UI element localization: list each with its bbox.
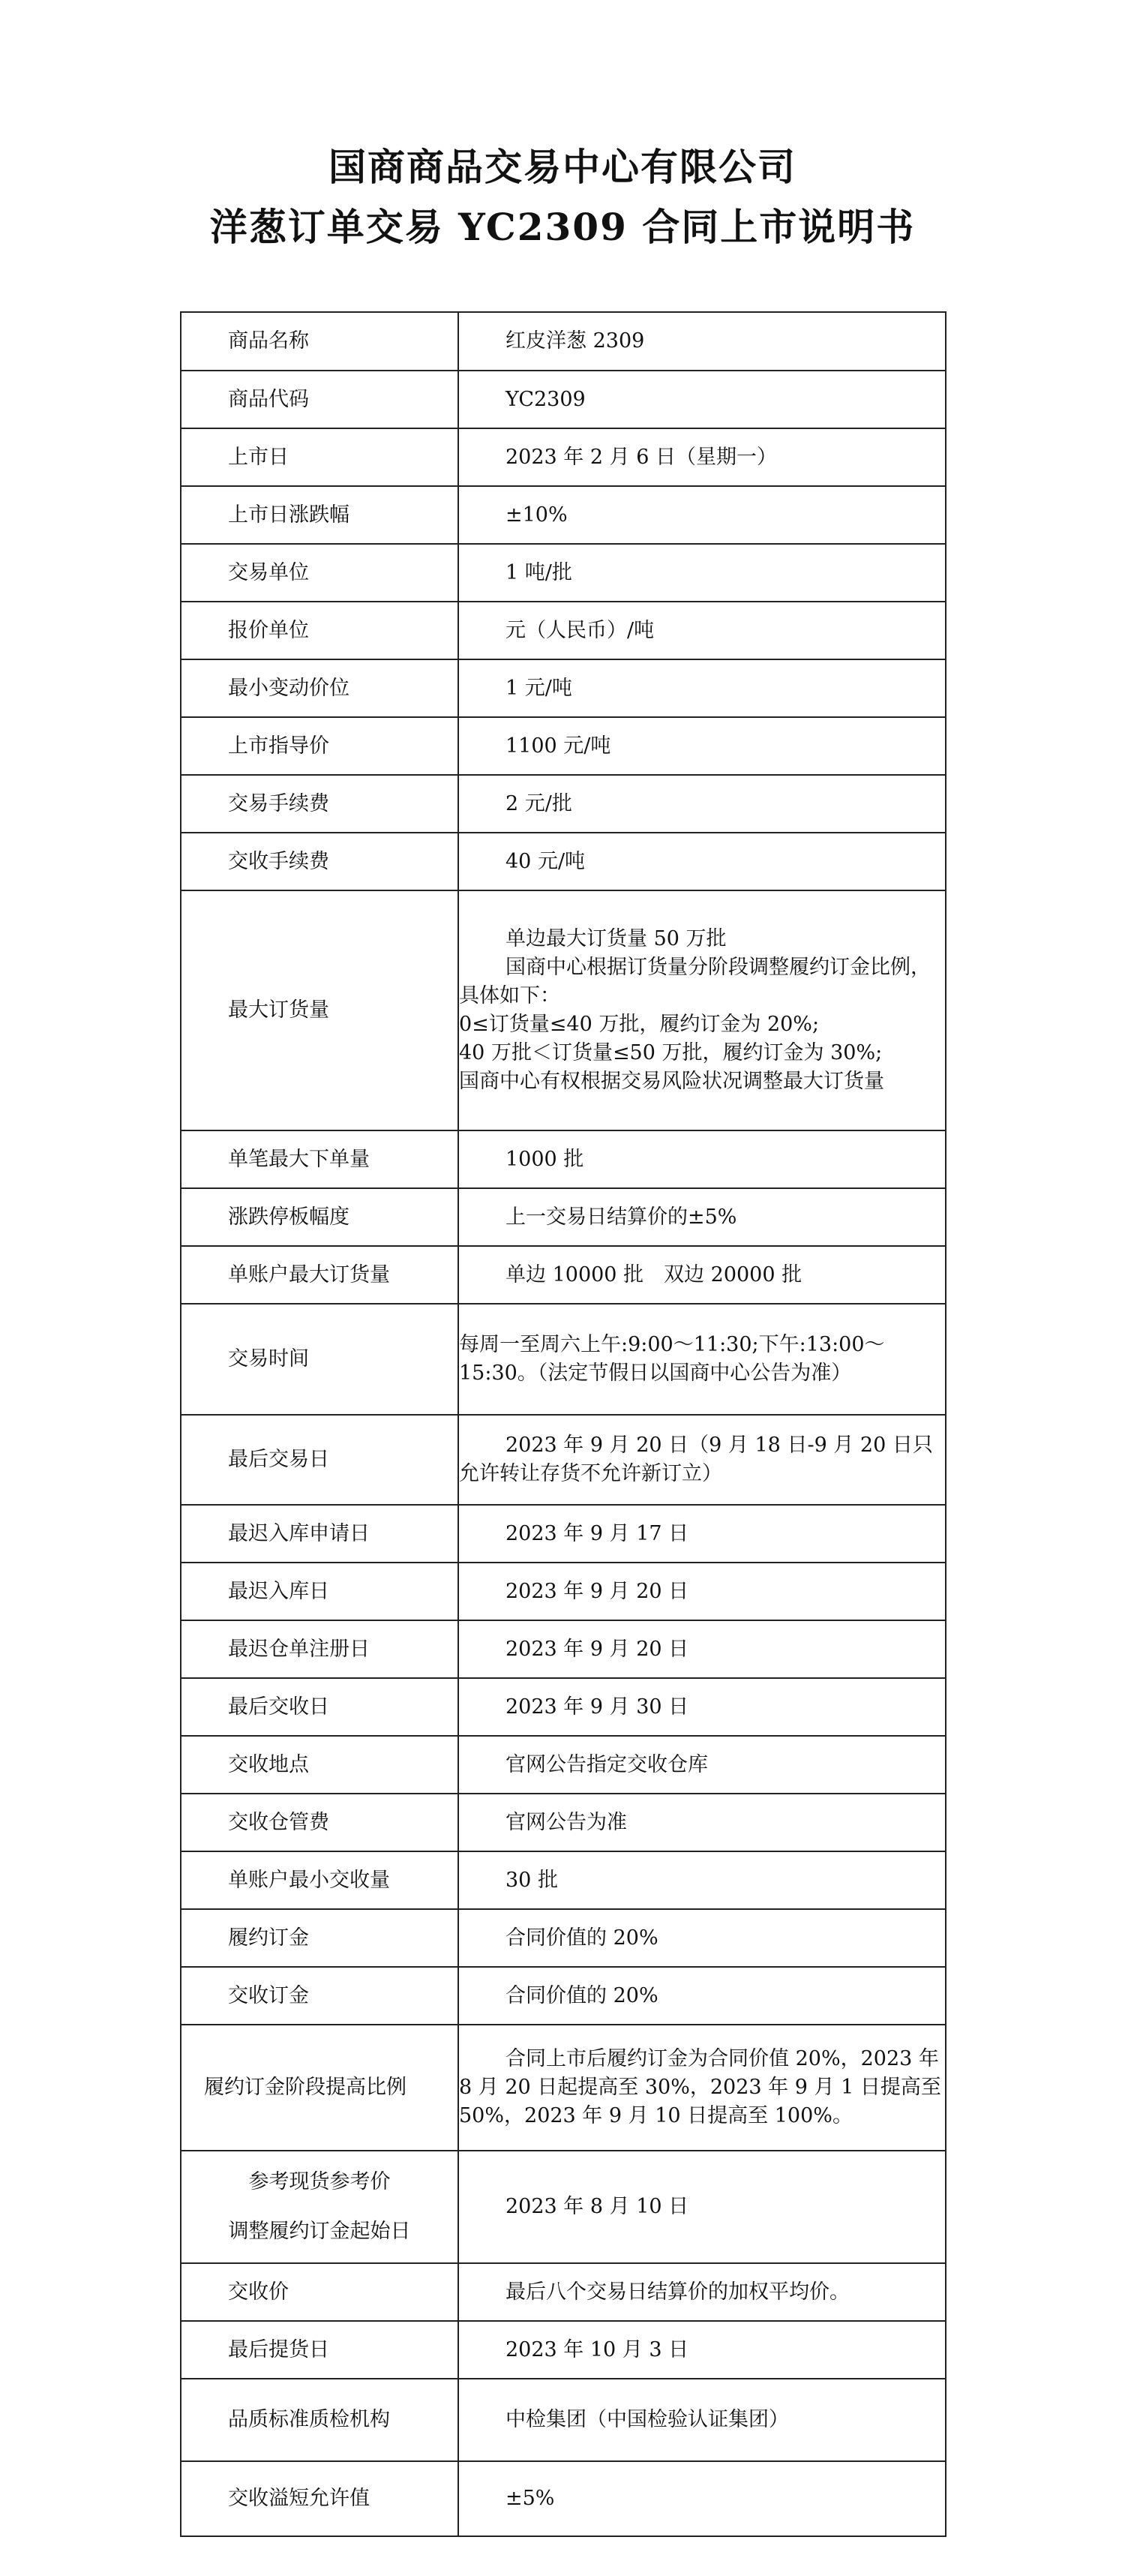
row-value: 合同上市后履约订金为合同价值 20%，2023 年 8 月 20 日起提高至 30%，2023 年 9 月 1 日提高至 50%，2023 年 9 月 10 日提高至 100%。	[458, 2025, 946, 2151]
row-value: 上一交易日结算价的±5%	[458, 1188, 946, 1246]
row-label: 上市日	[181, 428, 458, 486]
row-value: ±10%	[458, 486, 946, 544]
table-row	[181, 1678, 946, 1736]
max-order-line: 0≤订货量≤40 万批，履约订金为 20%;	[459, 1013, 820, 1036]
row-value: 30 批	[458, 1851, 946, 1909]
row-value: 2023 年 8 月 10 日	[458, 2151, 946, 2263]
row-label: 交易手续费	[181, 775, 458, 833]
row-value: 2023 年 9 月 17 日	[458, 1505, 946, 1563]
row-value: ±5%	[458, 2461, 946, 2536]
row-label: 交收手续费	[181, 833, 458, 890]
table-row	[181, 371, 946, 428]
table-row	[181, 1909, 946, 1967]
table-row	[181, 2263, 946, 2321]
max-order-line: 40 万批＜订货量≤50 万批，履约订金为 30%;	[459, 1041, 883, 1064]
row-value: 红皮洋葱 2309	[458, 312, 946, 371]
row-label: 商品名称	[181, 312, 458, 371]
table-row	[181, 1620, 946, 1678]
table-row	[181, 486, 946, 544]
table-row	[181, 2151, 946, 2263]
row-value: 中检集团（中国检验认证集团）	[458, 2379, 946, 2461]
row-value: 1 元/吨	[458, 659, 946, 717]
table-row	[181, 1794, 946, 1851]
row-label: 最迟仓单注册日	[181, 1620, 458, 1678]
row-value: 最后八个交易日结算价的加权平均价。	[458, 2263, 946, 2321]
row-label: 最后提货日	[181, 2321, 458, 2379]
row-value: 40 元/吨	[458, 833, 946, 890]
row-label: 最迟入库日	[181, 1563, 458, 1620]
document-title-line1: 国商商品交易中心有限公司	[328, 145, 796, 189]
row-label: 交易时间	[181, 1304, 458, 1415]
table-row	[181, 1130, 946, 1188]
row-label: 报价单位	[181, 602, 458, 659]
table-row	[181, 428, 946, 486]
table-row	[181, 1304, 946, 1415]
row-label: 最大订货量	[181, 890, 458, 1130]
table-row	[181, 833, 946, 890]
row-label: 商品代码	[181, 371, 458, 428]
table-row	[181, 544, 946, 602]
row-value: 2023 年 2 月 6 日（星期一）	[458, 428, 946, 486]
row-label: 交易单位	[181, 544, 458, 602]
row-label: 履约订金阶段提高比例	[181, 2025, 458, 2151]
row-label: 涨跌停板幅度	[181, 1188, 458, 1246]
row-label: 最小变动价位	[181, 659, 458, 717]
table-row	[181, 2379, 946, 2461]
row-value: 官网公告为准	[458, 1794, 946, 1851]
table-row	[181, 890, 946, 1130]
row-value: 2023 年 9 月 20 日	[458, 1563, 946, 1620]
table-row	[181, 1188, 946, 1246]
row-label: 最迟入库申请日	[181, 1505, 458, 1563]
max-order-line: 单边最大订货量 50 万批	[506, 927, 727, 950]
table-row	[181, 1967, 946, 2025]
row-value: 2023 年 10 月 3 日	[458, 2321, 946, 2379]
row-label: 单笔最大下单量	[181, 1130, 458, 1188]
row-label: 单账户最小交收量	[181, 1851, 458, 1909]
row-value: 1 吨/批	[458, 544, 946, 602]
row-label: 最后交易日	[181, 1415, 458, 1505]
row-label: 上市日涨跌幅	[181, 486, 458, 544]
table-row	[181, 1246, 946, 1304]
row-value: 合同价值的 20%	[458, 1909, 946, 1967]
row-value: 1100 元/吨	[458, 717, 946, 775]
row-label: 交收溢短允许值	[181, 2461, 458, 2536]
row-value: 元（人民币）/吨	[458, 602, 946, 659]
row-label: 单账户最大订货量	[181, 1246, 458, 1304]
table-row	[181, 1563, 946, 1620]
row-value: 1000 批	[458, 1130, 946, 1188]
table-row	[181, 775, 946, 833]
row-value: 2 元/批	[458, 775, 946, 833]
row-label	[181, 2151, 458, 2263]
document-title-line2: 洋葱订单交易 YC2309 合同上市说明书	[209, 205, 916, 249]
row-label: 品质标准质检机构	[181, 2379, 458, 2461]
row-label: 交收订金	[181, 1967, 458, 2025]
row-label-line: 调整履约订金起始日	[228, 2220, 411, 2243]
row-value: 官网公告指定交收仓库	[458, 1736, 946, 1794]
contract-spec-table	[180, 311, 946, 2537]
table-row	[181, 2025, 946, 2151]
table-row	[181, 717, 946, 775]
row-value: 2023 年 9 月 30 日	[458, 1678, 946, 1736]
table-row	[181, 1736, 946, 1794]
row-value	[458, 890, 946, 1130]
table-row	[181, 2461, 946, 2536]
row-value: YC2309	[458, 371, 946, 428]
row-value: 单边 10000 批 双边 20000 批	[458, 1246, 946, 1304]
table-row	[181, 602, 946, 659]
table-row	[181, 1415, 946, 1505]
max-order-line: 国商中心根据订货量分阶段调整履约订金比例，具体如下：	[459, 956, 931, 1007]
row-label: 交收地点	[181, 1736, 458, 1794]
table-row	[181, 312, 946, 371]
row-label: 最后交收日	[181, 1678, 458, 1736]
row-value: 2023 年 9 月 20 日（9 月 18 日-9 月 20 日只允许转让存货不允许新订立）	[458, 1415, 946, 1505]
table-row	[181, 1505, 946, 1563]
row-value: 合同价值的 20%	[458, 1967, 946, 2025]
row-label: 履约订金	[181, 1909, 458, 1967]
table-row	[181, 2321, 946, 2379]
row-label: 交收仓管费	[181, 1794, 458, 1851]
row-label-line: 参考现货参考价	[248, 2170, 391, 2193]
row-value: 每周一至周六上午:9:00～11:30;下午:13:00～15:30。（法定节假日以国商中心公告为准）	[458, 1304, 946, 1415]
row-label: 交收价	[181, 2263, 458, 2321]
row-label: 上市指导价	[181, 717, 458, 775]
table-row	[181, 659, 946, 717]
row-value: 2023 年 9 月 20 日	[458, 1620, 946, 1678]
max-order-line: 国商中心有权根据交易风险状况调整最大订货量	[459, 1070, 884, 1093]
table-row	[181, 1851, 946, 1909]
